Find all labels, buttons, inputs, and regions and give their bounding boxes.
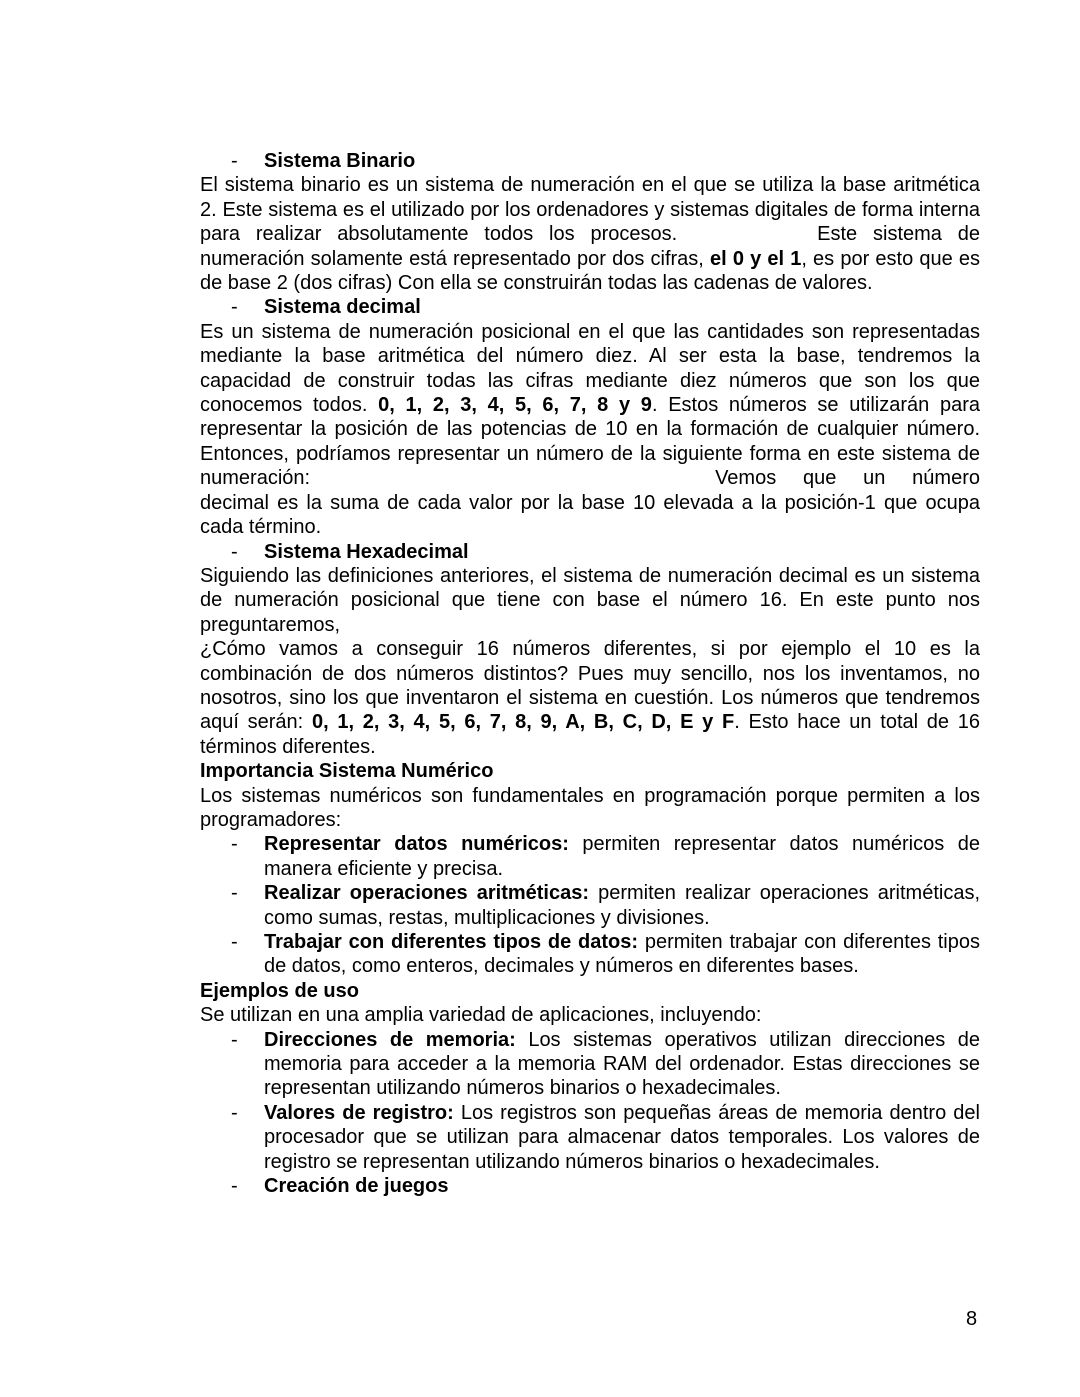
text: ¿Cómo vamos a conseguir 16 números diferentes, si por ejemplo el 10 es la combinación de dos números distintos? Pues muy sencillo, nos los inventamos, no nosotros, sino los que inventaron el sistema en cuestión. Los números que tendremos aquí serán: <box>200 638 980 734</box>
bold-text: 0, 1, 2, 3, 4, 5, 6, 7, 8, 9, A, B, C, D, E y F <box>311 711 735 734</box>
heading-sistema-decimal <box>200 295 980 319</box>
list-dash: - <box>231 1101 238 1124</box>
paragraph-binario <box>200 173 980 295</box>
bold-text: Realizar operaciones aritméticas: <box>264 882 590 905</box>
paragraph-hexadecimal-1 <box>200 564 980 637</box>
bold-text: Representar datos numéricos: <box>264 833 569 856</box>
text: Los registros son pequeñas áreas de memoria dentro del procesador que se utilizan para almacenar datos temporales. Los valores de registro se representan utilizando números binarios o hexadecimales. <box>264 1101 980 1173</box>
paragraph-ejemplos-intro: Se utilizan en una amplia variedad de aplicaciones, incluyendo: <box>200 1004 762 1027</box>
text: permiten realizar operaciones aritméticas, como sumas, restas, multiplicaciones y divisiones. <box>264 882 981 929</box>
text: Siguiendo las definiciones anteriores, el sistema de numeración decimal es un sistema de numeración posicional que tiene con base el número 16. En este punto nos preguntaremos, <box>200 564 980 636</box>
list-item <box>200 930 980 979</box>
list-dash: - <box>231 1028 238 1051</box>
paragraph-importancia-intro: Los sistemas numéricos son fundamentales en programación porque permiten a los programadores: <box>200 784 980 831</box>
list-item <box>200 881 980 930</box>
heading-sistema-hexadecimal <box>200 540 980 564</box>
list-item <box>200 1101 980 1174</box>
heading-text: Sistema Hexadecimal <box>264 540 469 563</box>
text: Vemos que un número decimal es la suma de cada valor por la base 10 elevada a la posición-1 que ocupa cada término. <box>200 467 980 539</box>
text: . Estos números se utilizarán para representar la posición de las potencias de 10 en la formación de cualquier número. Entonces, podríamos representar un número de la siguiente forma en este sistema de numeración: <box>200 394 980 490</box>
text: . Esto hace un total de 16 términos diferentes. <box>200 711 981 758</box>
list-item <box>200 832 980 881</box>
list-dash: - <box>231 931 238 953</box>
list-dash: - <box>231 150 238 172</box>
text: , es por esto que es de base 2 (dos cifras) Con ella se construirán todas las cadenas de valores. <box>200 247 980 295</box>
paragraph-decimal <box>200 320 980 540</box>
heading-text: Sistema Binario <box>264 150 416 172</box>
text: Es un sistema de numeración posicional en el que las cantidades son representadas mediante la base aritmética del número diez. Al ser esta la base, tendremos la capacidad de construir todas las cifras mediante diez números que son los que conocemos todos. <box>200 320 980 417</box>
bold-text: Creación de juegos <box>264 1175 449 1198</box>
text: permiten trabajar con diferentes tipos de datos, como enteros, decimales y números en diferentes bases. <box>264 931 980 978</box>
heading-ejemplos: Ejemplos de uso <box>200 979 359 1002</box>
bold-text: Trabajar con diferentes tipos de datos: <box>264 931 639 953</box>
text: El sistema binario es un sistema de numeración en el que se utiliza la base aritmética 2. Este sistema es el utilizado por los ordenadores y sistemas digitales de forma interna para realizar absolutamente todos los procesos. <box>200 174 980 246</box>
heading-sistema-binario <box>200 149 980 173</box>
text: permiten representar datos numéricos de manera eficiente y precisa. <box>264 833 980 880</box>
list-item <box>200 1174 980 1198</box>
page-number: 8 <box>966 1308 978 1330</box>
text: Los sistemas operativos utilizan direcciones de memoria para acceder a la memoria RAM del ordenador. Estas direcciones se representan utilizando números binarios o hexadecimales. <box>264 1028 980 1100</box>
bold-text: 0, 1, 2, 3, 4, 5, 6, 7, 8 y 9 <box>378 394 652 417</box>
heading-importancia: Importancia Sistema Numérico <box>200 760 494 783</box>
list-dash: - <box>231 540 238 563</box>
list-dash: - <box>231 882 238 905</box>
list-dash: - <box>231 833 238 856</box>
bold-text: Direcciones de memoria: <box>264 1028 516 1051</box>
paragraph-hexadecimal-2 <box>200 637 980 759</box>
page-content <box>200 149 980 1198</box>
heading-text: Sistema decimal <box>264 296 421 319</box>
list-item <box>200 1028 980 1101</box>
list-dash: - <box>231 296 238 319</box>
list-dash: - <box>231 1175 238 1198</box>
bold-text: el 0 y el 1 <box>710 247 802 270</box>
bold-text: Valores de registro: <box>264 1101 454 1124</box>
text: Este sistema de numeración solamente está representado por dos cifras, <box>200 223 980 270</box>
